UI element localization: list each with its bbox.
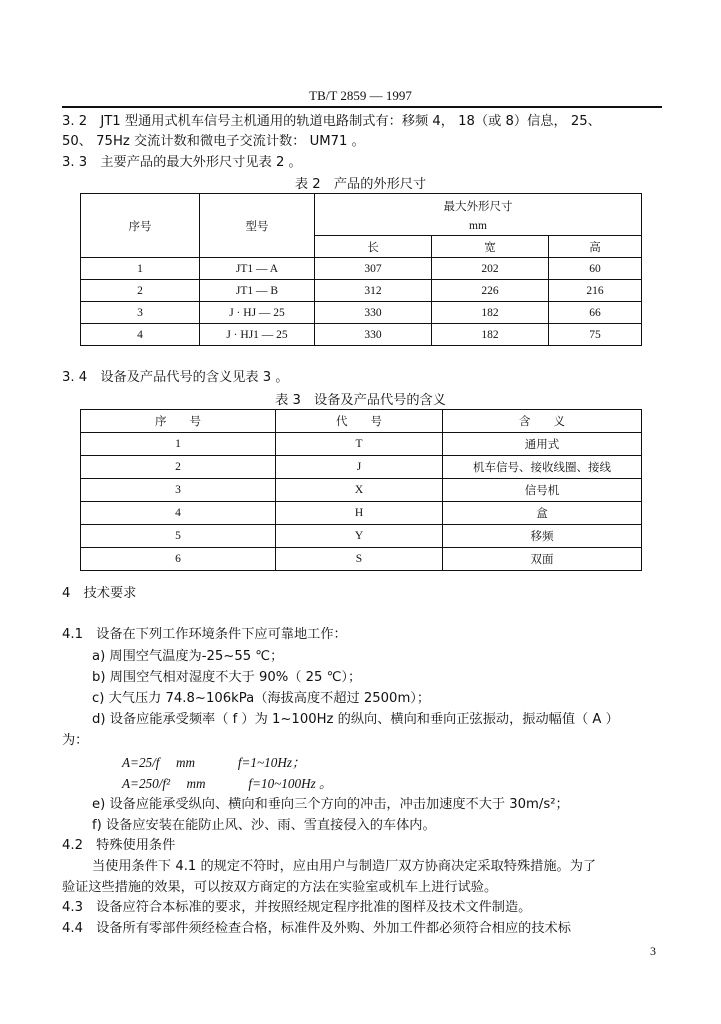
table2-cell: 307 [315,258,432,280]
table2 [80,193,642,346]
table2-header-height: 高 [549,236,642,258]
clause-4-1-a: a) 周围空气温度为-25~55 ℃； [92,649,284,664]
table2-cell: 2 [81,280,200,302]
clause-4-1-f: f) 设备应安装在能防止风、沙、雨、雪直接侵入的车体内。 [92,818,436,833]
table2-header-dims [315,194,642,236]
table-row [81,324,642,346]
table3-cell: H [276,502,443,525]
table3-cell: 通用式 [443,433,642,456]
table2-cell: J · HJ1 — 25 [200,324,315,346]
table2-dims-unit: mm [469,219,487,232]
table3-cell: 1 [81,433,276,456]
page-number: 3 [650,944,656,958]
section-4-heading: 4 技术要求 [62,586,137,601]
table2-cell: 66 [549,302,642,324]
clause-4-2-text-1: 当使用条件下 4.1 的规定不符时，应由用户与制造厂双方协商决定采取特殊措施。为了 [92,859,597,874]
table3-caption: 表 3 设备及产品代号的含义 [275,393,446,408]
para-3-4: 3. 4 设备及产品代号的含义见表 3 。 [62,370,289,385]
table3-cell: T [276,433,443,456]
table2-header-width: 宽 [432,236,549,258]
table3-header-meaning: 含 义 [443,410,642,433]
clause-4-1-c: c) 大气压力 74.8~106kPa（海拔高度不超过 2500m）； [92,691,431,706]
table3-header-code: 代 号 [276,410,443,433]
table3-cell: 3 [81,479,276,502]
table2-cell: 202 [432,258,549,280]
table-row [81,502,642,525]
table2-cell: 4 [81,324,200,346]
table2-header-model: 型号 [200,194,315,258]
table2-header-seq: 序号 [81,194,200,258]
table3-cell: J [276,456,443,479]
table2-cell: 226 [432,280,549,302]
clause-4-4: 4.4 设备所有零部件须经检查合格，标准件及外购、外加工件都必须符合相应的技术标 [62,921,571,936]
table2-dims-label: 最大外形尺寸 [443,198,513,213]
para-3-2-line2: 50、 75Hz 交流计数和微电子交流计数： UM71 。 [62,134,365,149]
table-row [81,302,642,324]
table3-cell: 5 [81,525,276,548]
clause-4-1-d: d) 设备应能承受频率（ f ）为 1~100Hz 的纵向、横向和垂向正弦振动，振动幅值（ A ） [92,712,619,727]
clause-4-2-text-2: 验证这些措施的效果，可以按双方商定的方法在实验室或机车上进行试验。 [62,880,498,895]
clause-4-1: 4.1 设备在下列工作环境条件下应可靠地工作： [62,627,347,642]
para-3-2-line1: 3. 2 JT1 型通用式机车信号主机通用的轨道电路制式有：移频 4， 18（或 8）信息， 25、 [62,114,601,129]
clause-4-2: 4.2 特殊使用条件 [62,838,176,853]
table2-cell: JT1 — A [200,258,315,280]
clause-4-1-d-cont: 为： [62,733,89,748]
table2-header-length: 长 [315,236,432,258]
table3-cell: 2 [81,456,276,479]
table-row [81,548,642,571]
table2-caption: 表 2 产品的外形尺寸 [294,177,427,192]
table3-cell: 4 [81,502,276,525]
table3-cell: Y [276,525,443,548]
table2-cell: 1 [81,258,200,280]
table2-cell: 330 [315,324,432,346]
table2-cell: 182 [432,324,549,346]
table2-cell: 216 [549,280,642,302]
table3-cell: 机车信号、接收线圈、接线 [443,456,642,479]
table2-cell: J · HJ — 25 [200,302,315,324]
table3-cell: X [276,479,443,502]
table2-cell: 312 [315,280,432,302]
table2-cell: 3 [81,302,200,324]
table-row [81,456,642,479]
table2-cell: 330 [315,302,432,324]
table3-cell: S [276,548,443,571]
clause-4-1-e: e) 设备应能承受纵向、横向和垂向三个方向的冲击，冲击加速度不大于 30m/s²； [92,797,569,812]
header-rule [62,106,662,108]
table3-cell: 双面 [443,548,642,571]
table-row [81,433,642,456]
table2-cell: 75 [549,324,642,346]
table2-cell: 182 [432,302,549,324]
formula-1: A=25/f mm f=1~10Hz； [122,755,306,770]
table-row [81,525,642,548]
table-row [81,258,642,280]
formula-2: A=250/f² mm f=10~100Hz 。 [122,776,333,791]
para-3-3: 3. 3 主要产品的最大外形尺寸见表 2 。 [62,155,302,170]
table-row [81,479,642,502]
table3-cell: 盒 [443,502,642,525]
clause-4-3: 4.3 设备应符合本标准的要求，并按照经规定程序批准的图样及技术文件制造。 [62,900,532,915]
table3-header-seq: 序 号 [81,410,276,433]
table2-cell: 60 [549,258,642,280]
table3-cell: 信号机 [443,479,642,502]
table2-cell: JT1 — B [200,280,315,302]
table-row [81,280,642,302]
document-header: TB/T 2859 — 1997 [309,88,412,103]
table3 [80,409,642,571]
table3-cell: 6 [81,548,276,571]
table3-cell: 移频 [443,525,642,548]
clause-4-1-b: b) 周围空气相对湿度不大于 90%（ 25 ℃）； [92,670,362,685]
